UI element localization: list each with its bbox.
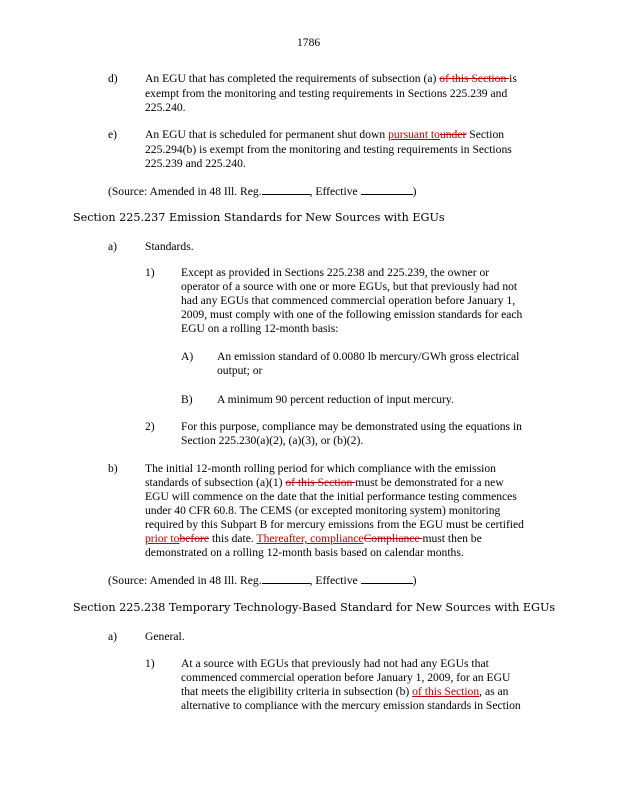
deletion: of this Section	[285, 476, 356, 489]
subparagraph-line: An emission standard of 0.0080 lb mercury/GWh gross electrical	[217, 350, 520, 363]
insertion: Thereafter, compliance	[256, 532, 364, 545]
subparagraph-label-A: A)	[181, 350, 194, 363]
paragraph-label-1: 1)	[145, 266, 155, 279]
paragraph-line: EGU on a rolling 12-month basis:	[181, 322, 339, 335]
item-label-e: e)	[108, 128, 118, 141]
subsection-line: EGU will commence on the date that the initial performance testing commences	[145, 490, 517, 503]
paragraph-line: 2009, must comply with one of the following emission standards for each	[181, 308, 523, 321]
subsection-label-b: b)	[108, 462, 118, 475]
insertion: prior to	[145, 532, 180, 545]
paragraph-line: Except as provided in Sections 225.238 and 225.239, the owner or	[181, 266, 490, 279]
subparagraph-line: output; or	[217, 364, 263, 377]
paragraph-label-2: 2)	[145, 420, 155, 433]
item-e-line: 225.294(b) is exempt from the monitoring and testing requirements in Sections	[145, 143, 512, 156]
insertion: of this Section	[412, 685, 480, 698]
paragraph-line: had any EGUs that commenced commercial operation before January 1,	[181, 294, 516, 307]
paragraph-line: Section 225.230(a)(2), (a)(3), or (b)(2).	[181, 434, 364, 447]
paragraph-line: commenced commercial operation before January 1, 2009, for an EGU	[181, 671, 511, 684]
subparagraph-label-B: B)	[181, 393, 193, 406]
subsection-line: required by this Subpart B for mercury emissions from the EGU must be certified	[145, 518, 524, 531]
deletion: before	[179, 532, 210, 545]
source-note: (Source: Amended in 48 Ill. Reg. , Effective )	[108, 574, 417, 587]
deletion: under	[439, 128, 467, 141]
item-label-d: d)	[108, 72, 118, 85]
paragraph-label-1: 1)	[145, 657, 155, 670]
item-d-line: exempt from the monitoring and testing requirements in Sections 225.239 and	[145, 87, 508, 100]
item-e-line: An EGU that is scheduled for permanent shut down pursuant tounder Section	[145, 128, 505, 141]
subparagraph-line: A minimum 90 percent reduction of input mercury.	[217, 393, 454, 406]
item-d-line: 225.240.	[145, 101, 186, 114]
subsection-line: standards of subsection (a)(1) of this Section must be demonstrated for a new	[145, 476, 504, 489]
paragraph-line: At a source with EGUs that previously had not had any EGUs that	[181, 657, 489, 670]
section-heading: Section 225.237 Emission Standards for New Sources with EGUs	[73, 211, 445, 224]
subsection-label-a: a)	[108, 630, 118, 643]
paragraph-line: alternative to compliance with the mercury emission standards in Section	[181, 699, 521, 712]
paragraph-line: For this purpose, compliance may be demonstrated using the equations in	[181, 420, 522, 433]
subsection-line: demonstrated on a rolling 12-month basis based on calendar months.	[145, 546, 464, 559]
paragraph-line: that meets the eligibility criteria in subsection (b) of this Section, as an	[181, 685, 509, 698]
item-d-line: An EGU that has completed the requirements of subsection (a) of this Section is	[145, 72, 517, 85]
item-e-line: 225.239 and 225.240.	[145, 157, 246, 170]
deletion: Compliance	[363, 532, 423, 545]
subsection-line: prior tobefore this date. Thereafter, complianceCompliance must then be	[145, 532, 482, 545]
source-note: (Source: Amended in 48 Ill. Reg. , Effective )	[108, 185, 417, 198]
subsection-line: The initial 12-month rolling period for which compliance with the emission	[145, 462, 496, 475]
deletion: of this Section	[439, 72, 510, 85]
subsection-line: under 40 CFR 60.8. The CEMS (or excepted monitoring system) monitoring	[145, 504, 501, 517]
insertion: pursuant to	[388, 128, 440, 141]
paragraph-line: operator of a source with one or more EGUs, but that previously had not	[181, 280, 518, 293]
section-heading: Section 225.238 Temporary Technology-Based Standard for New Sources with EGUs	[73, 601, 556, 614]
subsection-text: General.	[145, 630, 185, 643]
subsection-text: Standards.	[145, 240, 194, 253]
page-number: 1786	[297, 36, 321, 49]
subsection-label-a: a)	[108, 240, 118, 253]
